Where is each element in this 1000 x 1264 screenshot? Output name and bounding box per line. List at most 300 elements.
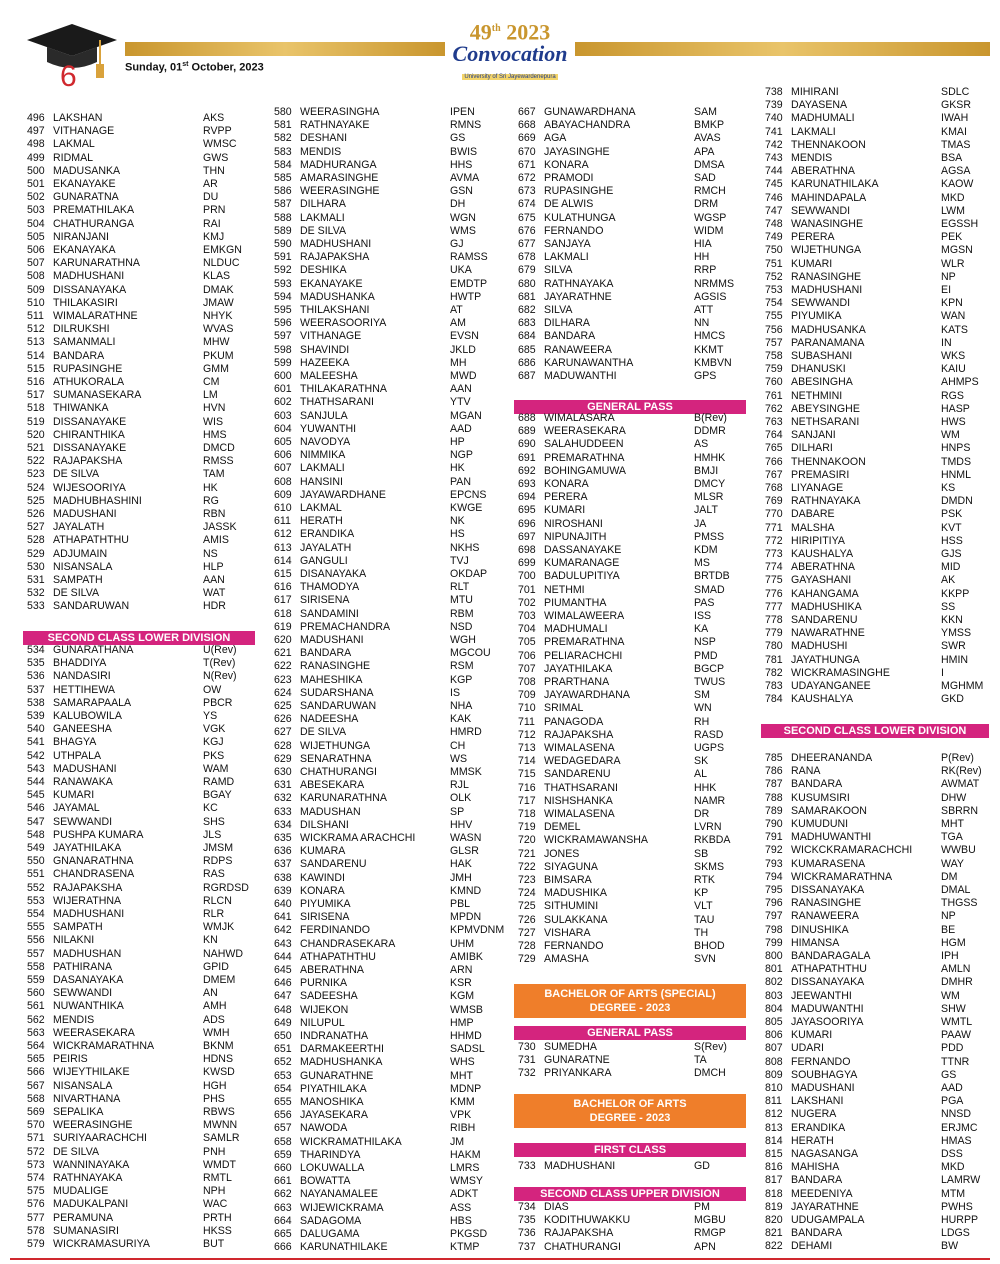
row-name: DILSHANI — [300, 818, 349, 831]
row-number: 715 — [518, 768, 536, 781]
row-initials: GKSR — [941, 99, 972, 112]
list-row — [518, 1054, 754, 1067]
list-row — [518, 132, 754, 145]
row-name: WICKRAMARATHNA — [791, 870, 893, 883]
row-number: 534 — [27, 644, 45, 656]
row-name: EKANAYAKE — [53, 178, 116, 190]
list-row — [274, 1122, 510, 1135]
list-row — [274, 423, 510, 436]
list-row — [274, 766, 510, 779]
row-name: KAWINDI — [300, 871, 345, 884]
row-number: 738 — [765, 86, 783, 98]
row-number: 570 — [27, 1119, 45, 1132]
list-row — [518, 861, 754, 874]
row-number: 814 — [765, 1134, 783, 1147]
row-name: ATHUKORALA — [53, 376, 125, 388]
row-initials: MID — [941, 561, 961, 574]
header-bar-left — [125, 42, 445, 56]
row-name: GAYASHANI — [791, 574, 852, 587]
row-initials: APA — [694, 145, 715, 158]
list-row — [518, 953, 754, 966]
row-number: 544 — [27, 776, 45, 788]
row-initials: NKHS — [450, 541, 480, 554]
list-row — [765, 1188, 1000, 1201]
row-number: 636 — [274, 845, 292, 858]
list-row — [765, 482, 1000, 495]
row-initials: DMCD — [203, 442, 235, 454]
row-initials: DMEM — [203, 974, 236, 986]
row-name: KODITHUWAKKU — [544, 1214, 631, 1227]
row-initials: HMHK — [694, 451, 726, 464]
row-name: NETHMINI — [791, 389, 843, 402]
row-number: 686 — [518, 356, 536, 369]
list-row — [518, 452, 754, 465]
list-row — [765, 752, 1000, 765]
row-name: JEEWANTHI — [791, 989, 852, 1002]
row-name: PARANAMANA — [791, 336, 865, 349]
row-name: GANGULI — [300, 554, 348, 567]
row-name: RAJAPAKSHA — [544, 728, 614, 741]
list-row — [765, 924, 1000, 937]
row-number: 676 — [518, 224, 536, 237]
row-initials: KAOW — [941, 178, 974, 191]
row-number: 602 — [274, 396, 292, 409]
row-initials: RBM — [450, 607, 474, 620]
list-row — [765, 963, 1000, 976]
row-initials: KTMP — [450, 1241, 480, 1254]
row-initials: TAM — [203, 468, 225, 481]
row-initials: MHT — [450, 1069, 473, 1082]
row-initials: RLT — [450, 581, 470, 594]
row-name: MADHUMALI — [544, 623, 608, 636]
row-initials: RGS — [941, 389, 964, 402]
row-number: 658 — [274, 1135, 292, 1148]
row-name: MADHUWANTHI — [791, 831, 872, 844]
section-header: FIRST CLASS — [514, 1143, 746, 1157]
row-name: GNANARATHNA — [53, 855, 134, 868]
row-name: SANDARUWAN — [300, 700, 377, 712]
list-row — [274, 1202, 510, 1215]
row-number: 718 — [518, 808, 536, 820]
row-initials: EMKGN — [203, 244, 242, 256]
row-number: 782 — [765, 666, 783, 679]
list-row — [274, 700, 510, 713]
list-row — [765, 831, 1000, 844]
list-row — [518, 795, 754, 808]
row-number: 810 — [765, 1082, 783, 1094]
footer-rule — [10, 1258, 990, 1260]
row-initials: BGCP — [694, 662, 725, 675]
list-row — [518, 834, 754, 847]
page-number: 6 — [60, 60, 77, 93]
list-row — [274, 1017, 510, 1030]
row-number: 802 — [765, 976, 783, 989]
row-number: 759 — [765, 363, 783, 376]
row-number: 591 — [274, 251, 292, 264]
row-initials: AMIBK — [450, 950, 483, 963]
row-number: 597 — [274, 330, 292, 343]
row-initials: TMDS — [941, 455, 972, 468]
degree-banner — [514, 1094, 746, 1128]
list-row — [27, 644, 263, 657]
list-row — [274, 317, 510, 330]
row-number: 642 — [274, 924, 292, 937]
row-name: KARUNAWANTHA — [544, 356, 634, 369]
row-number: 689 — [518, 425, 536, 438]
list-row — [274, 370, 510, 383]
degree-banner-line: BACHELOR OF ARTS (SPECIAL) — [544, 988, 716, 1000]
row-initials: MDNP — [450, 1082, 482, 1095]
row-number: 764 — [765, 429, 783, 442]
row-initials: HGM — [941, 936, 966, 949]
list-row — [27, 534, 263, 547]
row-name: MENDIS — [300, 145, 342, 158]
row-number: 512 — [27, 323, 45, 336]
row-initials: GLSR — [450, 845, 479, 858]
row-initials: NAHWD — [203, 947, 244, 960]
row-initials: ADS — [203, 1013, 225, 1026]
row-number: 635 — [274, 832, 292, 844]
row-name: ABESEKARA — [300, 779, 365, 792]
row-name: ABESINGHA — [791, 376, 853, 389]
row-number: 510 — [27, 296, 45, 309]
row-number: 748 — [765, 218, 783, 230]
row-number: 746 — [765, 191, 783, 204]
list-row — [27, 323, 263, 336]
row-name: WIJESOORIYA — [53, 481, 126, 494]
list-row — [274, 106, 510, 119]
list-row — [765, 508, 1000, 521]
row-name: KUMARA — [300, 845, 346, 858]
row-initials: RBWS — [203, 1106, 235, 1118]
row-initials: GD — [694, 1160, 710, 1172]
row-initials: JLS — [203, 828, 222, 841]
list-row — [27, 376, 263, 389]
row-name: MADHUSHANI — [53, 270, 125, 283]
row-initials: OKDAP — [450, 568, 488, 580]
list-row — [765, 1240, 1000, 1253]
row-name: DHEERANANDA — [791, 752, 873, 764]
row-initials: JMH — [450, 871, 472, 884]
list-row — [274, 1241, 510, 1254]
row-initials: WMJK — [203, 921, 235, 934]
row-name: DE ALWIS — [544, 198, 594, 211]
row-initials: HURPP — [941, 1214, 979, 1226]
row-name: DASANAYAKA — [53, 974, 124, 986]
list-row — [765, 416, 1000, 429]
row-number: 670 — [518, 145, 536, 158]
row-initials: WVAS — [203, 323, 234, 336]
row-initials: RRP — [694, 264, 717, 277]
list-row — [765, 337, 1000, 350]
row-initials: LM — [203, 389, 218, 402]
row-name: RANA — [791, 765, 821, 778]
row-number: 724 — [518, 887, 536, 900]
row-name: NIMMIKA — [300, 449, 346, 462]
row-number: 536 — [27, 670, 45, 683]
row-initials: MKD — [941, 1161, 965, 1174]
list-row — [518, 702, 754, 715]
row-name: MADUSHIKA — [544, 887, 607, 900]
row-number: 663 — [274, 1201, 292, 1214]
list-row — [27, 138, 263, 151]
list-row — [765, 495, 1000, 508]
row-name: SEWWANDI — [53, 987, 113, 1000]
list-row — [27, 1066, 263, 1079]
row-number: 649 — [274, 1016, 292, 1029]
list-row — [27, 842, 263, 855]
row-name: DILHARI — [791, 442, 833, 455]
row-name: ABERATHNA — [300, 964, 364, 976]
list-row — [518, 900, 754, 913]
row-number: 540 — [27, 723, 45, 736]
list-row — [518, 1227, 754, 1240]
row-name: LAKSHANI — [791, 1095, 844, 1108]
row-name: DE SILVA — [53, 468, 100, 481]
list-row — [518, 768, 754, 781]
row-number: 552 — [27, 881, 45, 894]
row-name: SAMANMALI — [53, 336, 116, 349]
list-row — [274, 1215, 510, 1228]
list-row — [274, 1109, 510, 1122]
list-row — [27, 350, 263, 363]
row-number: 770 — [765, 508, 783, 521]
list-row — [765, 1135, 1000, 1148]
row-name: DHANUSKI — [791, 363, 846, 376]
list-row — [765, 1122, 1000, 1135]
row-initials: WAY — [941, 857, 964, 870]
list-row — [765, 1016, 1000, 1029]
row-initials: RMGP — [694, 1227, 726, 1240]
row-name: CHATHURANGI — [300, 766, 377, 778]
row-initials: MWD — [450, 370, 477, 382]
row-initials: SAM — [694, 106, 717, 118]
row-initials: YTV — [450, 396, 471, 409]
list-row — [27, 1093, 263, 1106]
row-number: 651 — [274, 1043, 292, 1056]
row-name: JAYALATH — [53, 521, 105, 534]
list-row — [27, 934, 263, 947]
row-initials: NGP — [450, 449, 473, 462]
row-name: DESHIKA — [300, 264, 347, 277]
row-initials: HMRD — [450, 726, 482, 739]
row-name: DISSANAYAKE — [53, 442, 127, 454]
row-number: 719 — [518, 821, 536, 834]
list-row — [518, 478, 754, 491]
row-initials: RAMD — [203, 776, 235, 788]
row-number: 503 — [27, 204, 45, 217]
list-row — [27, 257, 263, 270]
row-number: 549 — [27, 842, 45, 854]
list-row — [518, 212, 754, 225]
row-number: 728 — [518, 940, 536, 952]
row-name: JAYAMAL — [53, 802, 100, 815]
row-number: 767 — [765, 468, 783, 481]
row-initials: HK — [203, 481, 218, 494]
list-row — [765, 112, 1000, 125]
row-number: 600 — [274, 370, 292, 382]
row-initials: PWHS — [941, 1200, 973, 1213]
row-name: SANDARENU — [544, 768, 611, 781]
row-number: 580 — [274, 106, 292, 118]
row-name: JAYARATHNE — [791, 1200, 859, 1213]
row-name: GUNARATHNE — [300, 1069, 374, 1082]
row-number: 741 — [765, 125, 783, 138]
row-number: 569 — [27, 1106, 45, 1118]
row-number: 701 — [518, 583, 536, 596]
row-initials: RMSS — [203, 455, 234, 468]
row-number: 708 — [518, 676, 536, 688]
list-row — [27, 152, 263, 165]
row-initials: MTU — [450, 594, 473, 607]
list-row — [27, 178, 263, 191]
row-number: 801 — [765, 963, 783, 976]
row-number: 619 — [274, 620, 292, 633]
list-row — [27, 495, 263, 508]
list-row — [518, 544, 754, 557]
list-row — [765, 1095, 1000, 1108]
row-number: 710 — [518, 702, 536, 715]
row-number: 628 — [274, 739, 292, 752]
row-number: 669 — [518, 132, 536, 145]
row-name: MADUWANTHI — [791, 1002, 864, 1015]
row-number: 672 — [518, 172, 536, 184]
list-row — [274, 383, 510, 396]
list-row — [274, 806, 510, 819]
row-name: DALUGAMA — [300, 1228, 360, 1240]
row-initials: EGSSH — [941, 218, 979, 230]
row-name: KONARA — [544, 478, 589, 490]
list-row — [518, 264, 754, 277]
row-initials: SK — [694, 755, 709, 768]
list-row — [274, 146, 510, 159]
row-name: BIMSARA — [544, 874, 592, 886]
row-number: 598 — [274, 343, 292, 356]
row-number: 706 — [518, 649, 536, 662]
row-number: 526 — [27, 508, 45, 520]
row-initials: IPEN — [450, 106, 475, 118]
list-row — [274, 924, 510, 937]
row-number: 730 — [518, 1041, 536, 1053]
row-name: WICKRAMATHILAKA — [300, 1135, 402, 1148]
row-name: PERERA — [544, 491, 588, 504]
row-initials: HHS — [450, 158, 473, 171]
row-number: 694 — [518, 491, 536, 504]
row-name: PRAMODI — [544, 172, 594, 184]
row-name: INDRANATHA — [300, 1030, 369, 1042]
list-row — [765, 818, 1000, 831]
row-name: KUMARI — [53, 789, 95, 802]
row-initials: PAN — [450, 475, 471, 488]
list-row — [765, 680, 1000, 693]
row-number: 671 — [518, 158, 536, 171]
row-initials: BWIS — [450, 145, 478, 158]
row-initials: GJ — [450, 238, 464, 250]
row-number: 733 — [518, 1160, 536, 1172]
row-number: 647 — [274, 990, 292, 1003]
row-name: GUNAWARDHANA — [544, 106, 636, 118]
list-row — [765, 1042, 1000, 1055]
row-number: 762 — [765, 402, 783, 415]
row-initials: KGJ — [203, 736, 224, 749]
row-initials: KC — [203, 802, 218, 815]
row-initials: DMHR — [941, 976, 973, 989]
list-row — [274, 819, 510, 832]
list-row — [518, 689, 754, 702]
row-name: THENNAKOON — [791, 138, 866, 151]
row-name: NIPUNAJITH — [544, 530, 607, 543]
row-name: ERANDIKA — [300, 528, 355, 541]
row-number: 641 — [274, 911, 292, 924]
row-name: BANDARA — [53, 349, 105, 362]
row-number: 627 — [274, 726, 292, 739]
row-initials: HMCS — [694, 330, 726, 343]
list-row — [765, 1201, 1000, 1214]
row-number: 547 — [27, 815, 45, 828]
row-number: 673 — [518, 185, 536, 198]
row-number: 660 — [274, 1162, 292, 1174]
row-name: MIHIRANI — [791, 86, 839, 98]
row-initials: SMAD — [694, 583, 725, 596]
row-initials: SBRRN — [941, 804, 979, 817]
row-name: SILVA — [544, 304, 573, 316]
row-name: SAMPATH — [53, 574, 103, 586]
row-name: HAZEEKA — [300, 356, 350, 369]
row-name: PRIYANKARA — [544, 1067, 612, 1080]
row-initials: SADSL — [450, 1043, 485, 1056]
row-name: CHANDRASEKARA — [300, 937, 396, 950]
list-row — [765, 910, 1000, 923]
row-initials: RLR — [203, 908, 225, 920]
row-initials: MTM — [941, 1187, 966, 1200]
row-initials: AS — [694, 438, 709, 451]
row-name: PUSHPA KUMARA — [53, 828, 144, 841]
list-row — [27, 684, 263, 697]
row-name: FERDINANDO — [300, 924, 371, 937]
row-initials: RAI — [203, 217, 221, 230]
row-number: 731 — [518, 1054, 536, 1067]
row-initials: BMKP — [694, 119, 725, 132]
row-initials: PM — [694, 1201, 710, 1213]
row-name: NUGERA — [791, 1108, 837, 1121]
row-number: 529 — [27, 547, 45, 560]
row-initials: RASD — [694, 728, 724, 741]
row-number: 743 — [765, 152, 783, 164]
row-initials: GPS — [694, 370, 717, 382]
list-row — [27, 1080, 263, 1093]
row-number: 692 — [518, 464, 536, 477]
row-initials: BGAY — [203, 789, 232, 802]
row-initials: ASS — [450, 1201, 472, 1214]
row-name: SHAVINDI — [300, 343, 350, 356]
list-row — [518, 610, 754, 623]
row-initials: THGSS — [941, 897, 978, 910]
row-number: 675 — [518, 211, 536, 224]
row-name: MADHUSHI — [791, 640, 848, 653]
list-row — [765, 884, 1000, 897]
list-row — [765, 429, 1000, 442]
row-initials: BHOD — [694, 940, 725, 952]
row-number: 568 — [27, 1092, 45, 1105]
row-name: WEERASEKARA — [53, 1026, 135, 1039]
row-number: 648 — [274, 1003, 292, 1016]
row-name: ADJUMAIN — [53, 547, 108, 560]
list-row — [27, 191, 263, 204]
row-number: 504 — [27, 217, 45, 230]
row-number: 616 — [274, 581, 292, 594]
list-row — [518, 344, 754, 357]
list-row — [274, 1004, 510, 1017]
